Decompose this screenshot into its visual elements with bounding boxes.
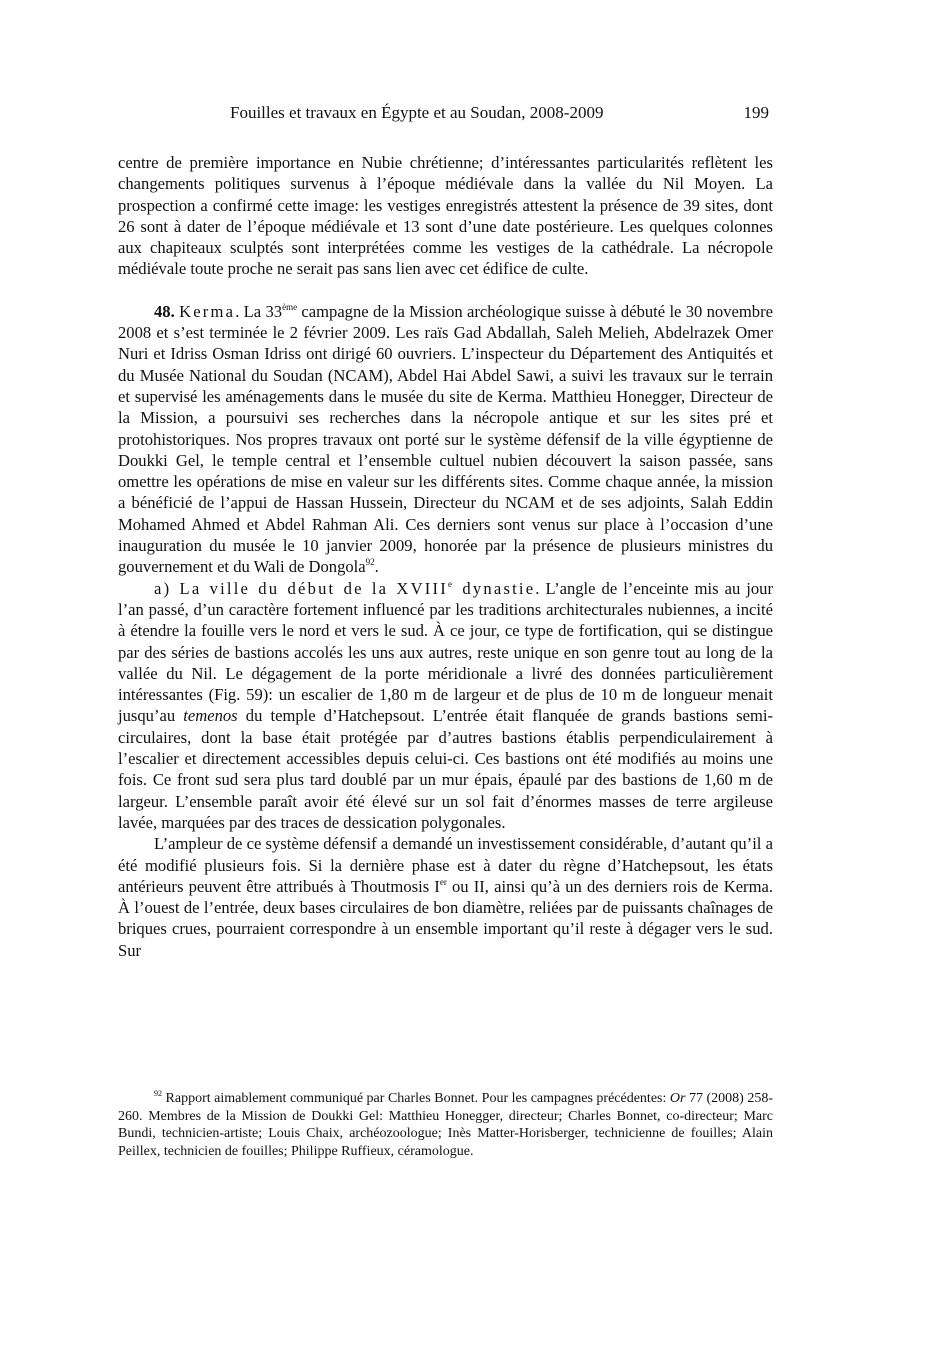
paragraph-kerma — [118, 301, 773, 578]
footnote — [118, 1090, 773, 1160]
subsection-heading: a) La ville du début de la XVIII — [154, 578, 448, 598]
footnote-text: Rapport aimablement communiqué par Charles Bonnet. Pour les campagnes précédentes: — [162, 1091, 670, 1106]
main-text — [118, 152, 773, 961]
page-number: 199 — [743, 103, 769, 122]
superscript: ème — [282, 301, 298, 312]
footnotes — [118, 1090, 773, 1160]
paragraph-text: du temple d’Hatchepsout. L’entrée était flanquée de grands bastions semi-circulaires, dont la base était protégée par d’autres bastions établis perpendiculairement à l’escalier et directement accessibles depuis celui-ci. Ces bastions ont été modifiés au moins une fois. Ce front sud sera plus tard doublé par un mur épais, épaulé par des bastions de 1,60 m de largeur. L’ensemble paraît avoir été élevé sur un sol fait d’énormes masses de terre argileuse lavée, marquées par des traces de dessication polygonales. — [118, 706, 773, 832]
footnote-text: 77 (2008) 258-260. Membres de la Mission de Doukki Gel: Matthieu Honegger, directeur; Charles Bonnet, co-directeur; Marc Bundi, technicien-artiste; Louis Chaix, archéozoologue; Inès Matter-Horisberger, technicienne de fouilles; Alain Peillex, technicien de fouilles; Philippe Ruffieux, céramologue. — [118, 1091, 773, 1159]
italic-term: temenos — [183, 706, 238, 726]
superscript: e — [447, 578, 455, 589]
paragraph-text: . L’angle de l’enceinte mis au jour l’an passé, d’un caractère fortement influencé par les traditions architecturales nubiennes, a incité à étendre la fouille vers le nord et vers le sud. À ce jour, ce type de fortification, qui se distingue par des séries de bastions accolés les uns aux autres, reste unique en son genre tout au long de la vallée du Nil. Le dégagement de la porte méridionale a livré des données particulièrement intéressantes (Fig. 59): un escalier de 1,80 m de largeur et de plus de 10 m de longueur menait jusqu’au — [118, 578, 773, 726]
running-header — [118, 96, 773, 124]
running-title: Fouilles et travaux en Égypte et au Soudan, 2008-2009 — [230, 103, 604, 122]
footnote-reference: 92 — [365, 557, 375, 568]
subsection-heading: dynastie — [454, 578, 536, 598]
footnote-mark: 92 — [154, 1089, 162, 1098]
paragraph-text: ou II, ainsi qu’à un des derniers rois de Kerma. À l’ouest de l’entrée, deux bases circulaires de bon diamètre, reliées par de puissants chaînages de briques crues, pourraient correspondre à un ensemble important qu’il reste à dégager vers le sud. Sur — [118, 876, 774, 960]
paragraph-ville — [118, 578, 773, 834]
paragraph-text: . — [374, 557, 379, 577]
paragraph-continuation — [118, 152, 773, 280]
paragraph-text: centre de première importance en Nubie chrétienne; d’intéressantes particularités reflètent les changements politiques survenus à l’époque médiévale dans la vallée du Nil Moyen. La prospection a confirmé cette image: les vestiges enregistrés attestent la présence de 39 sites, dont 26 sont à dater de l’époque médiévale et 13 sont d’une date postérieure. Les quelques colonnes aux chapiteaux sculptés sont interprétées comme les vestiges de la cathédrale. La nécropole médiévale toute proche ne serait pas sans lien avec cet édifice de culte. — [118, 153, 773, 279]
site-name: Kerma — [179, 301, 236, 321]
superscript: er — [439, 876, 447, 887]
paragraph-ampleur — [118, 833, 773, 961]
section-number: 48. — [154, 301, 175, 321]
document-page — [118, 96, 773, 961]
paragraph-text: L’ampleur de ce système défensif a demandé un investissement considérable, d’autant qu’il a été modifié plusieurs fois. Si la dernière phase est à dater du règne d’Hatchepsout, les états antérieurs peuvent être attribués à Thoutmosis I — [118, 834, 773, 896]
paragraph-text: . La 33 — [235, 301, 283, 321]
journal-abbrev: Or — [669, 1091, 686, 1106]
paragraph-text: campagne de la Mission archéologique suisse à débuté le 30 novembre 2008 et s’est terminée le 2 février 2009. Les raïs Gad Abdallah, Saleh Melieh, Abdelrazek Omer Nuri et Idriss Osman Idriss ont dirigé 60 ouvriers. L’inspecteur du Département des Antiquités et du Musée National du Soudan (NCAM), Abdel Hai Abdel Sawi, a suivi les travaux sur le terrain et supervisé les aménagements dans le musée du site de Kerma. Matthieu Honegger, Directeur de la Mission, a poursuivi ses recherches dans la nécropole antique et sur les sites pré et protohistoriques. Nos propres travaux ont porté sur le système défensif de la ville égyptienne de Doukki Gel, le temple central et l’ensemble cultuel nubien découvert la saison passée, sans omettre les opérations de mise en valeur sur les différents sites. Comme chaque année, la mission a bénéficié de l’appui de Hassan Hussein, Directeur du NCAM et de ses adjoints, Salah Eddin Mohamed Ahmed et Abdel Rahman Ali. Ces derniers sont venus sur place à l’occasion d’une inauguration du musée le 10 janvier 2009, honorée par la présence de plusieurs ministres du gouvernement et du Wali de Dongola — [118, 301, 773, 577]
